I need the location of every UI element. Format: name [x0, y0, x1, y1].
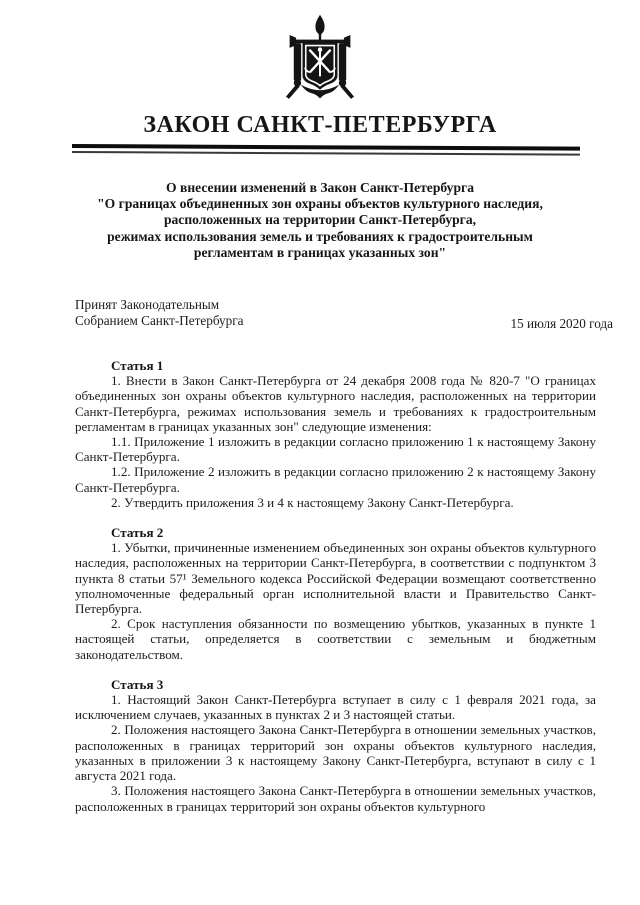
- document-title: [0, 180, 640, 261]
- article-2-heading: Статья 2: [111, 525, 164, 541]
- adoption-line-1: Принят Законодательным: [75, 297, 220, 313]
- article-3-paragraph-1: 1. Настоящий Закон Санкт-Петербурга вступает в силу с 1 февраля 2021 года, за исключением случаев, указанных в пунктах 2 и 3 настоящей статьи.: [75, 692, 596, 723]
- title-line-2: "О границах объединенных зон охраны объектов культурного наследия,: [97, 196, 543, 212]
- adoption-line-2: Собранием Санкт-Петербурга: [75, 313, 244, 329]
- article-1-paragraph-1: 1. Внести в Закон Санкт-Петербурга от 24 декабря 2008 года № 820-7 "О границах объединенных зон охраны объектов культурного наследия, расположенных на территории Санкт-Петербурга, режимах использования земель и требованиях к градостроительным регламентам в границах указанных зон" следующие изменения:: [75, 373, 596, 434]
- article-2: [75, 525, 596, 662]
- header-double-rule: [72, 144, 580, 156]
- article-1-paragraph-1-2: 1.2. Приложение 2 изложить в редакции согласно приложению 2 к настоящему Закону Санкт-Петербурга.: [75, 464, 596, 495]
- title-line-4: режимах использования земель и требованиях к градостроительным: [107, 228, 533, 244]
- adoption-date: 15 июля 2020 года: [510, 316, 613, 332]
- article-1: [75, 358, 596, 510]
- saint-petersburg-coat-of-arms-icon: [0, 12, 640, 104]
- article-3: [75, 677, 596, 814]
- article-1-paragraph-1-1: 1.1. Приложение 1 изложить в редакции согласно приложению 1 к настоящему Закону Санкт-Петербурга.: [75, 434, 596, 465]
- title-line-3: расположенных на территории Санкт-Петербурга,: [163, 212, 477, 228]
- adoption-block: [75, 297, 613, 332]
- law-header-title: ЗАКОН САНКТ-ПЕТЕРБУРГА: [143, 112, 497, 138]
- article-3-heading: Статья 3: [111, 676, 164, 692]
- article-3-paragraph-3: 3. Положения настоящего Закона Санкт-Петербурга в отношении земельных участков, расположенных в границах территорий зон охраны объектов культурного: [75, 783, 596, 814]
- rule-thin-line: [72, 151, 580, 156]
- adoption-authority: [75, 297, 244, 329]
- article-2-paragraph-2: 2. Срок наступления обязанности по возмещению убытков, указанных в пункте 1 настоящей статьи, определяется в соответствии с земельным и бюджетным законодательством.: [75, 616, 596, 662]
- title-line-1: О внесении изменений в Закон Санкт-Петербурга: [166, 180, 474, 195]
- article-3-paragraph-2: 2. Положения настоящего Закона Санкт-Петербурга в отношении земельных участков, расположенных в границах территорий зон охраны объектов культурного наследия, указанных в приложении 3 к настоящему Закону Санкт-Петербурга, вступают в силу с 1 августа 2021 года.: [75, 722, 596, 784]
- article-1-heading: Статья 1: [111, 358, 164, 374]
- article-1-paragraph-2: 2. Утвердить приложения 3 и 4 к настоящему Закону Санкт-Петербурга.: [111, 494, 514, 510]
- rule-thick-line: [72, 144, 580, 151]
- article-2-paragraph-1: 1. Убытки, причиненные изменением объединенных зон охраны объектов культурного наследия, расположенных на территории Санкт-Петербурга, в соответствии с подпунктом 3 пункта 8 статьи 57¹ Земельного кодекса Российской Федерации возмещают соответственно уполномоченные федеральный орган исполнительной власти и Правительство Санкт-Петербурга.: [75, 540, 596, 617]
- articles-body: [75, 358, 596, 814]
- title-line-5: регламентам в границах указанных зон": [193, 244, 447, 260]
